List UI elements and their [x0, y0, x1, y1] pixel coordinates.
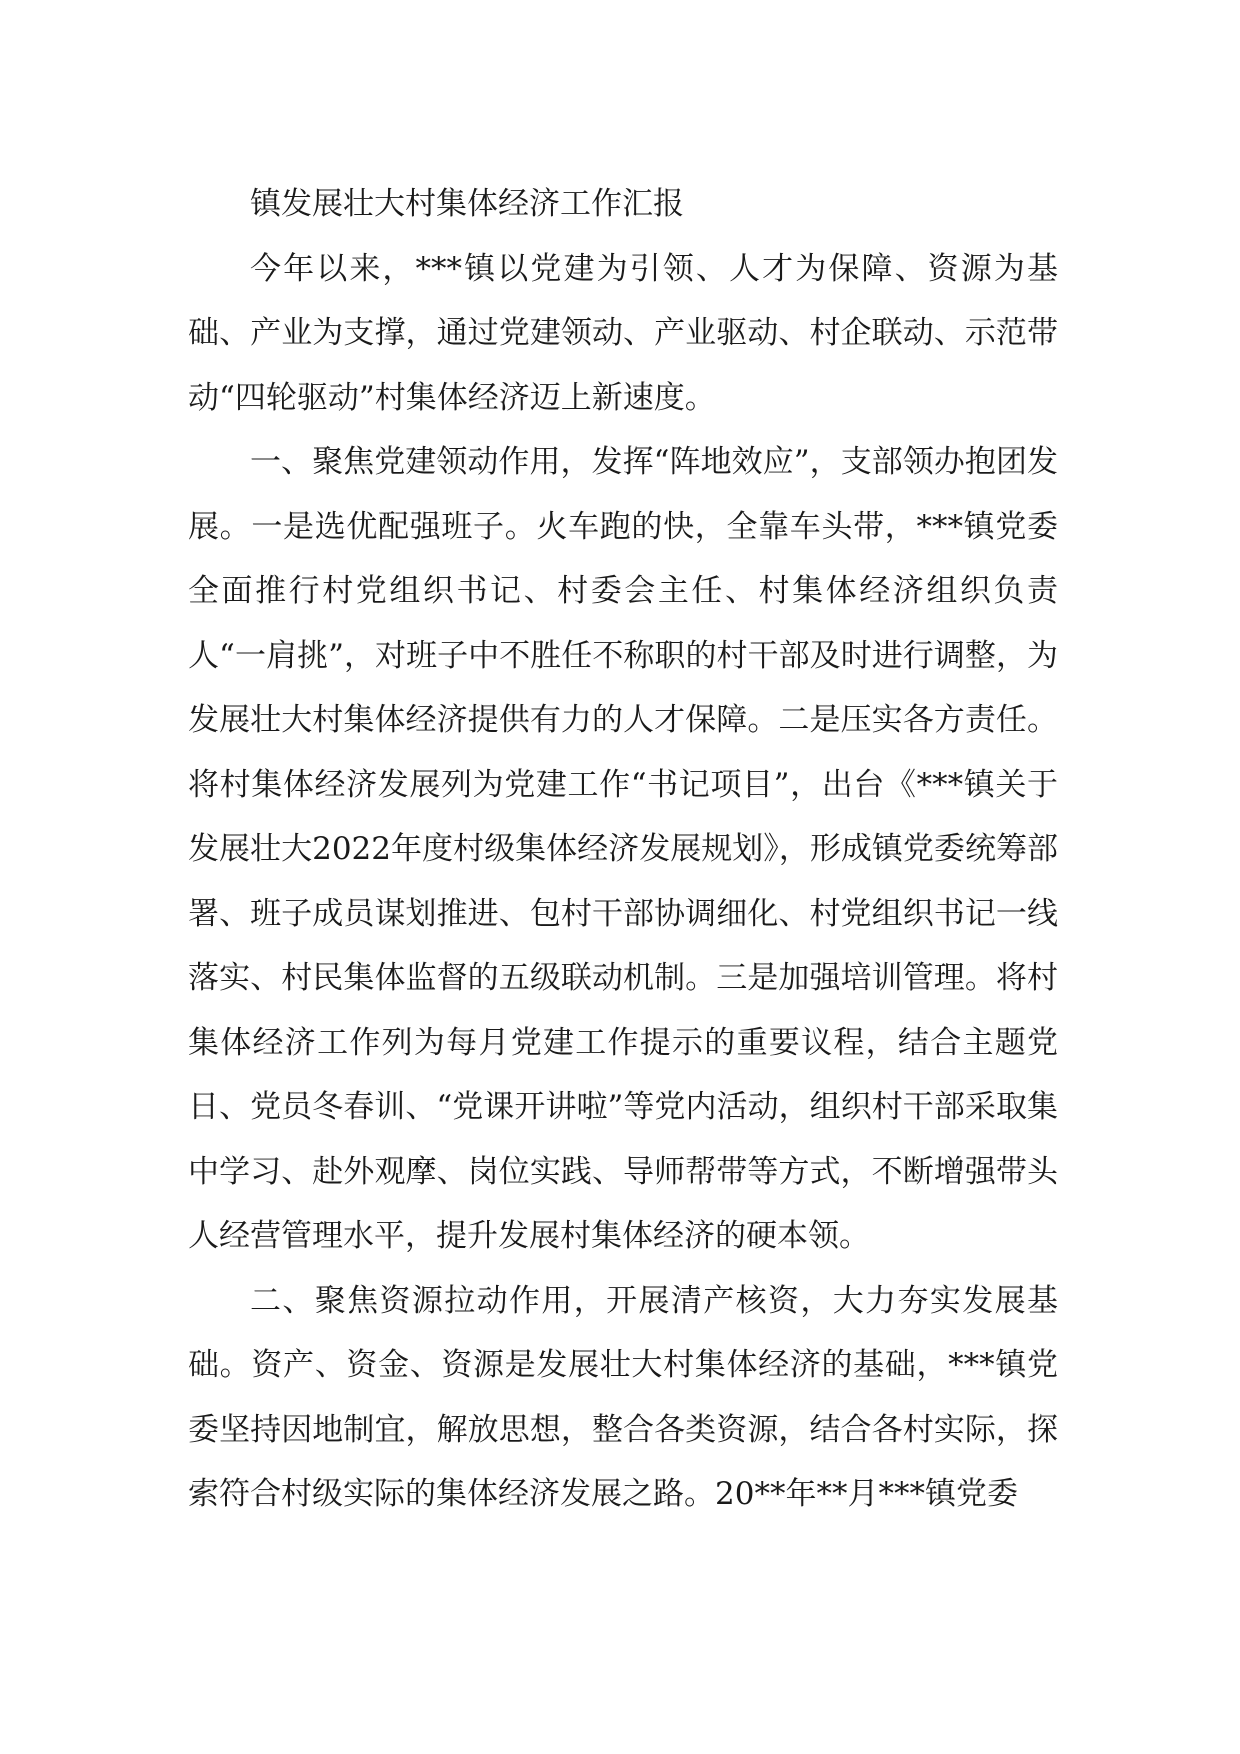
paragraph-intro: 今年以来，***镇以党建为引领、人才为保障、资源为基础、产业为支撑，通过党建领动、产业驱动、村企联动、示范带动“四轮驱动”村集体经济迈上新速度。	[188, 250, 1058, 416]
document-title: 镇发展壮大村集体经济工作汇报	[250, 186, 684, 222]
paragraph-section-two: 二、聚焦资源拉动作用，开展清产核资，大力夯实发展基础。资产、资金、资源是发展壮大村集体经济的基础，***镇党委坚持因地制宜，解放思想，整合各类资源，结合各村实际，探索符合村级实际的集体经济发展之路。20**年**月***镇党委	[188, 1282, 1058, 1512]
paragraph-section-one: 一、聚焦党建领动作用，发挥“阵地效应”，支部领办抱团发展。一是选优配强班子。火车跑的快，全靠车头带，***镇党委全面推行村党组织书记、村委会主任、村集体经济组织负责人“一肩挑”，对班子中不胜任不称职的村干部及时进行调整，为发展壮大村集体经济提供有力的人才保障。二是压实各方责任。将村集体经济发展列为党建工作“书记项目”，出台《***镇关于发展壮大2022年度村级集体经济发展规划》，形成镇党委统筹部署、班子成员谋划推进、包村干部协调细化、村党组织书记一线落实、村民集体监督的五级联动机制。三是加强培训管理。将村集体经济工作列为每月党建工作提示的重要议程，结合主题党日、党员冬春训、“党课开讲啦”等党内活动，组织村干部采取集中学习、赴外观摩、岗位实践、导师帮带等方式，不断增强带头人经营管理水平，提升发展村集体经济的硬本领。	[188, 444, 1058, 1254]
document-body	[188, 172, 1058, 1527]
